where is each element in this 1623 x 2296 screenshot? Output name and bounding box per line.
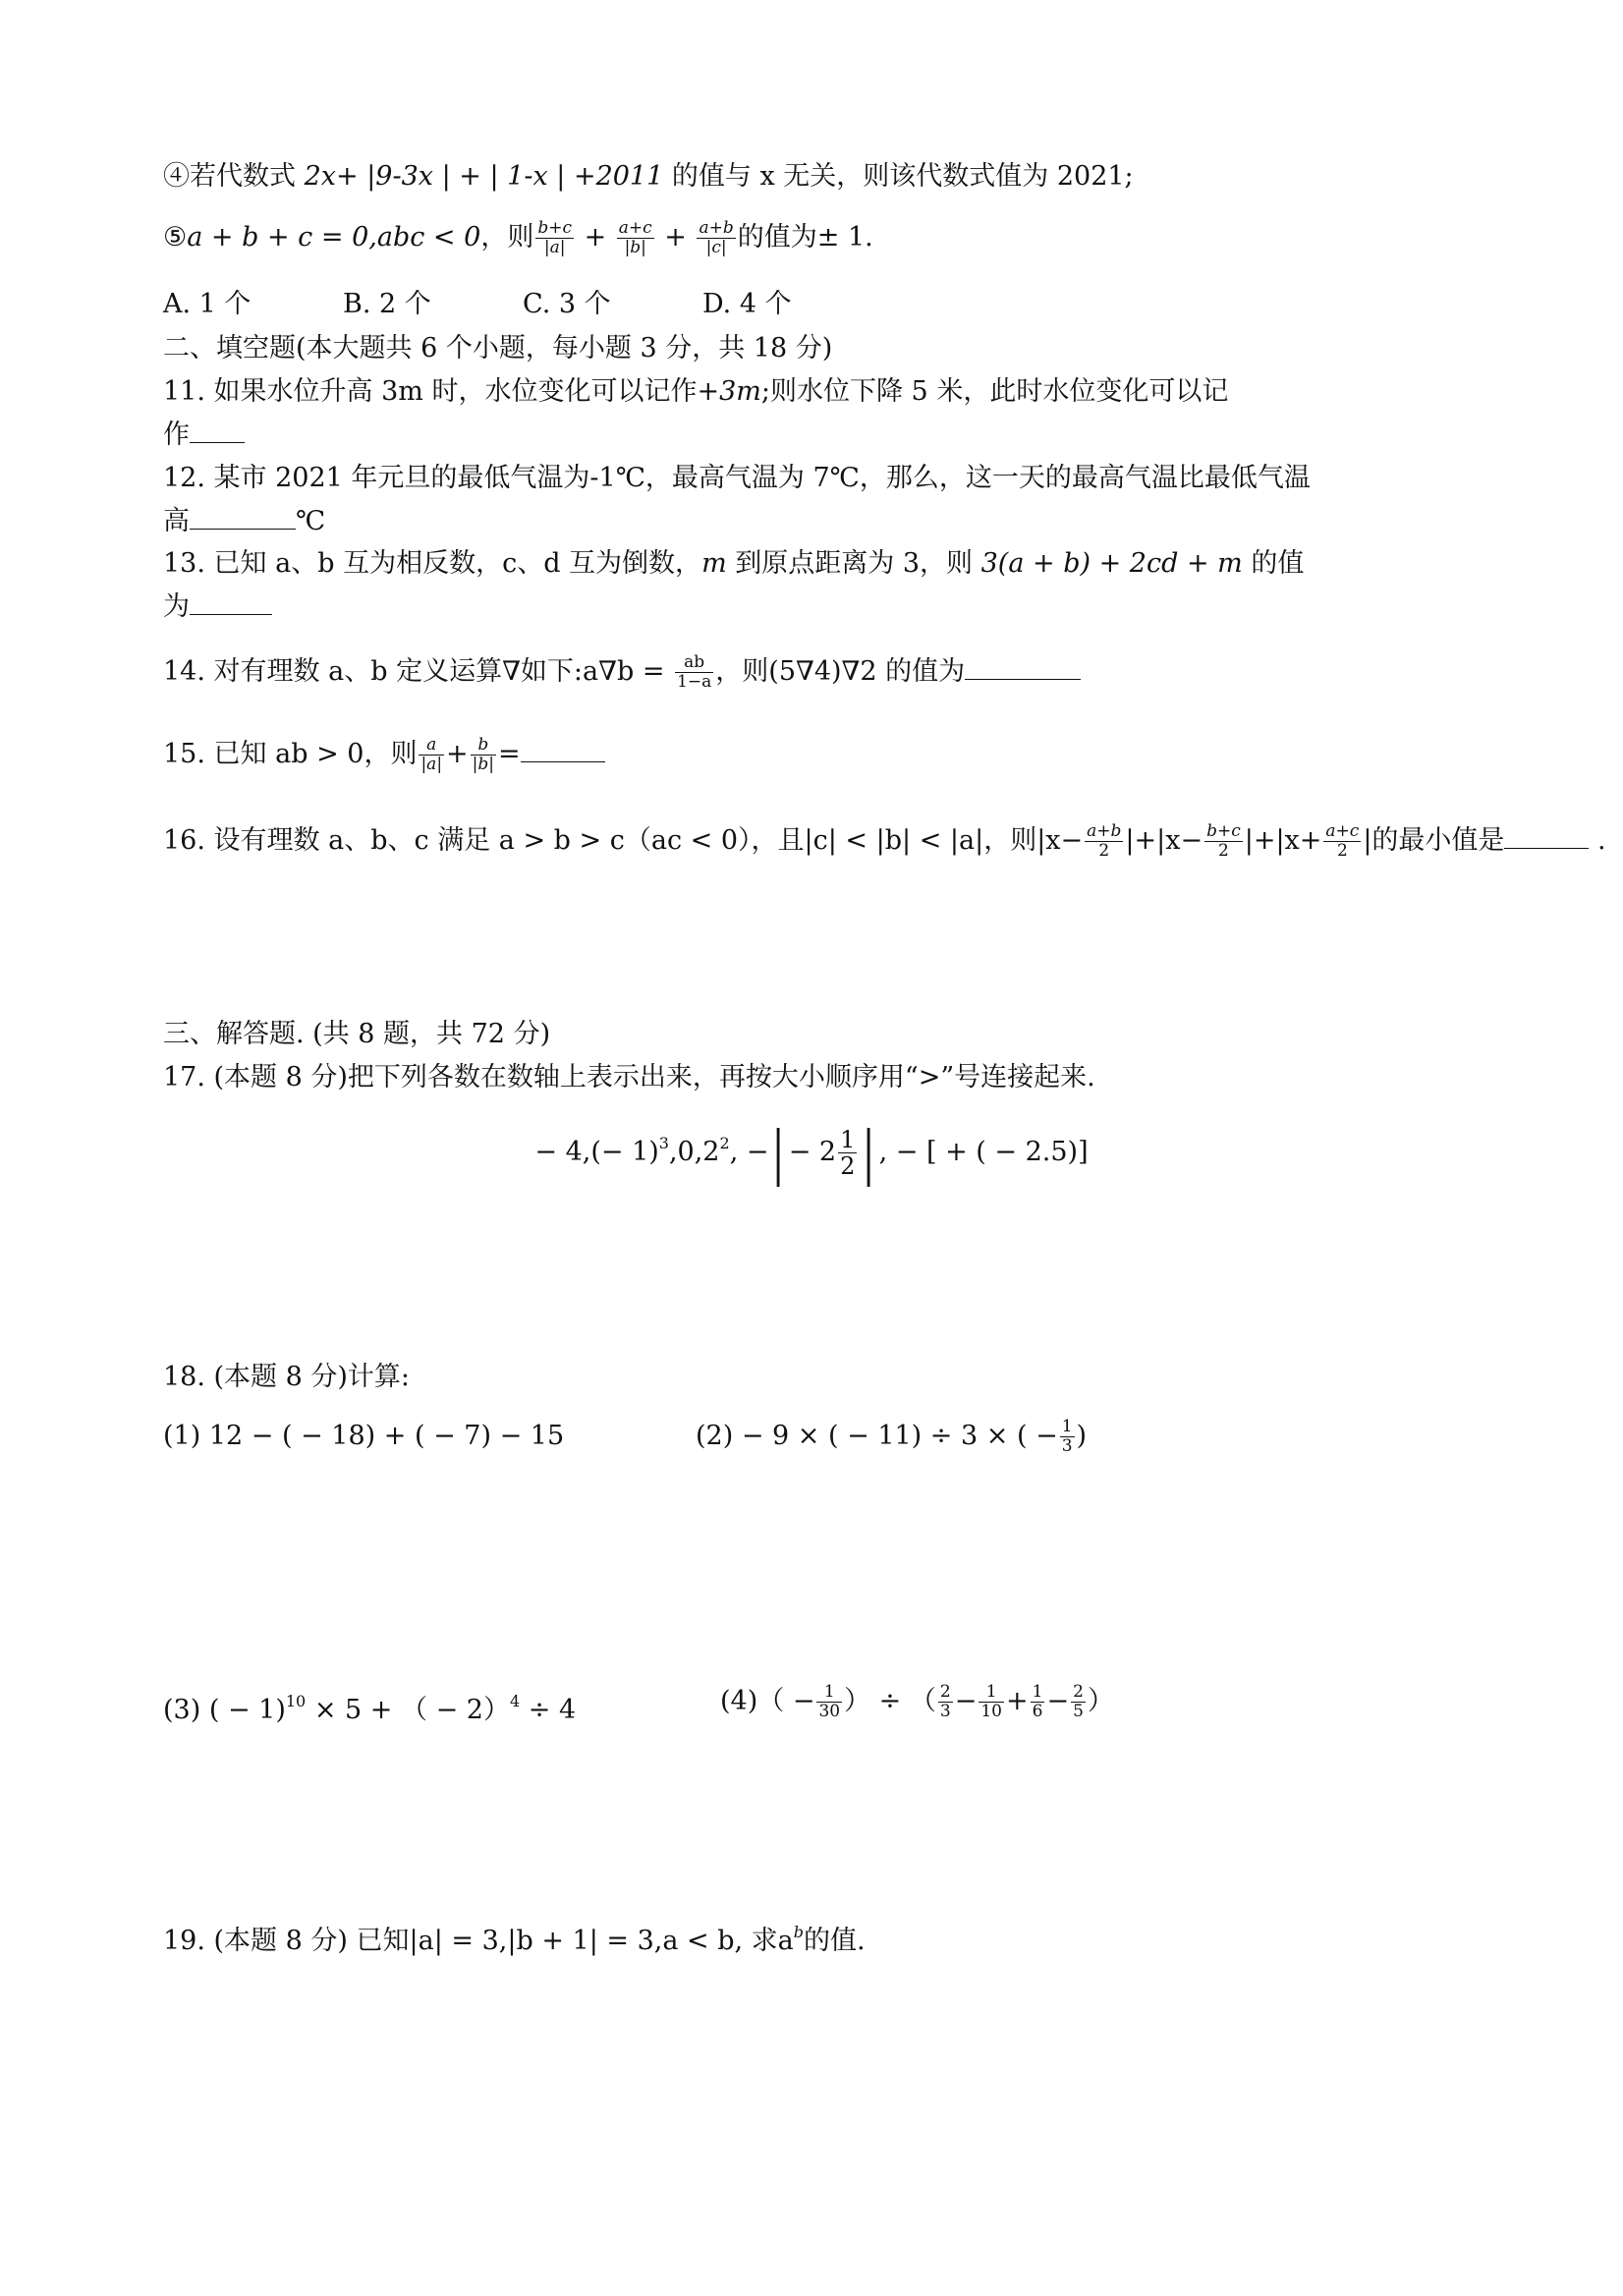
section-title: 二、填空题(本大题共 6 个小题，每小题 3 分，共 18 分): [163, 333, 833, 364]
text: 高: [163, 506, 190, 536]
marker: ⑤: [163, 222, 188, 252]
denominator: 3: [1061, 1436, 1073, 1456]
numerator: 1: [1061, 1417, 1073, 1436]
definition: a∇b =: [583, 656, 665, 687]
fraction: [1085, 822, 1123, 861]
question-17-numbers: [0, 1114, 1623, 1188]
question-11-line-2: [163, 419, 245, 452]
denominator: 3: [939, 1702, 951, 1721]
denominator: 6: [1032, 1702, 1043, 1721]
operator: −: [1046, 1686, 1070, 1716]
text: 为: [163, 591, 190, 622]
denominator: 2: [1098, 841, 1110, 861]
text: 的值与 x 无关，则该代数式值为 2021;: [663, 161, 1134, 192]
numerator: 1: [816, 1683, 842, 1703]
numerator: a+b: [1087, 821, 1122, 841]
option-d: D. 4 个: [702, 289, 792, 319]
fraction: [697, 219, 735, 257]
text: ℃: [296, 506, 326, 536]
text: ,0,2: [668, 1137, 720, 1167]
denominator: 2: [1336, 841, 1348, 861]
marker: ④: [163, 161, 190, 192]
fraction: [816, 1683, 842, 1721]
denominator: |b|: [472, 755, 495, 774]
numerator: 1: [1032, 1682, 1043, 1702]
question-18-part-4: [720, 1680, 1114, 1723]
operator: =: [498, 739, 521, 769]
fraction: [938, 1683, 953, 1721]
numerator: ab: [675, 653, 713, 673]
answer-blank[interactable]: [190, 590, 272, 615]
numerator: b: [471, 736, 496, 756]
exponent: b: [793, 1923, 805, 1941]
statement-5: ⑤a + b + c = 0,abc < 0，则 $\frac{b+c}{|a|}$ + $\frac{a+c}{|b|}$ + $\frac{a+b}{|c|}$ 的值为± 1.: [163, 218, 873, 257]
question-18-part-2: [696, 1415, 1087, 1458]
numerator: 2: [939, 1682, 951, 1702]
text: 到原点距离为 3，则: [726, 548, 981, 579]
text: ;则水位下降 5 米，此时水位变化可以记: [760, 376, 1229, 407]
question-12-line-2: [163, 505, 325, 538]
denominator: |a|: [420, 755, 443, 774]
question-15: [163, 733, 605, 776]
numerator: a+c: [1325, 821, 1360, 841]
expression: 3(a + b) + 2cd + m: [980, 548, 1243, 579]
text: ，则(5∇4)∇2 的值为: [715, 656, 966, 687]
numerator: a+b: [699, 218, 734, 238]
text: (4)（ −: [720, 1686, 815, 1716]
question-13-line-2: [163, 590, 272, 624]
text: 的值.: [804, 1926, 866, 1956]
denominator: |c|: [705, 238, 727, 257]
denominator: 2: [1217, 841, 1229, 861]
text: ÷ 4: [520, 1695, 577, 1725]
text: 13. 已知 a、b 互为相反数，c、d 互为倒数，: [163, 548, 702, 579]
text: |+|x+: [1244, 825, 1322, 856]
variable: m: [701, 548, 727, 579]
fraction: [1060, 1418, 1075, 1456]
numerator: b+c: [1206, 821, 1241, 841]
expression: +3m: [697, 376, 761, 407]
exponent: 10: [285, 1692, 307, 1710]
fraction: [1031, 1683, 1045, 1721]
option-b: B. 2 个: [343, 289, 431, 319]
text: |+|x−: [1125, 825, 1203, 856]
text: 作: [163, 420, 190, 450]
numerator: a+c: [618, 218, 652, 238]
numerator: 1: [840, 1126, 856, 1153]
operator: −: [954, 1686, 978, 1716]
text: 19. (本题 8 分) 已知|a| = 3,|b + 1| = 3,a < b, 求a: [163, 1926, 794, 1956]
text: − 4,(− 1): [534, 1137, 659, 1167]
text: ，则: [480, 222, 534, 252]
options-row: [163, 288, 792, 321]
question-18-title: 18. (本题 8 分)计算:: [163, 1362, 411, 1392]
denominator: 30: [818, 1702, 841, 1721]
condition: a + b + c = 0,abc < 0: [187, 222, 481, 252]
question-13-line-1: [163, 547, 1304, 581]
text: |的最小值是: [1363, 825, 1505, 856]
fraction: [979, 1683, 1004, 1721]
text: .: [1597, 825, 1606, 856]
answer-blank[interactable]: [1504, 824, 1589, 849]
statement-4: [163, 160, 1134, 194]
operator: +: [1005, 1686, 1029, 1716]
fraction: [419, 736, 444, 774]
option-c: C. 3 个: [523, 289, 611, 319]
question-18-part-1: (1) 12 − ( − 18) + ( − 7) − 15: [163, 1421, 565, 1451]
numerator: 2: [1073, 1682, 1084, 1702]
fraction: [675, 653, 713, 692]
text: 若代数式: [190, 161, 305, 192]
fraction: [1204, 822, 1243, 861]
text: 15. 已知 ab > 0，则: [163, 739, 418, 769]
answer-blank[interactable]: [190, 505, 296, 530]
question-16: [163, 819, 1606, 863]
text: 16. 设有理数 a、b、c 满足 a > b > c（ac < 0），且|c| < |b| < |a|，则|x−: [163, 825, 1084, 856]
option-a: A. 1 个: [163, 289, 252, 319]
denominator: |a|: [543, 238, 566, 257]
expression: 2x+ |9-3x | + | 1-x | +2011: [304, 161, 664, 192]
question-11-line-1: [163, 375, 1228, 409]
text: 11. 如果水位升高 3m 时，水位变化可以记作: [163, 376, 698, 407]
numerator: a: [419, 736, 444, 756]
text: 14. 对有理数 a、b 定义运算∇如下:: [163, 656, 584, 687]
abs-bar-left: |: [772, 1118, 785, 1188]
text: − 2: [788, 1137, 837, 1167]
denominator: |b|: [624, 238, 646, 257]
answer-blank[interactable]: [965, 655, 1081, 680]
exponent: 4: [509, 1692, 521, 1710]
operator: +: [446, 739, 469, 769]
fraction: [1323, 822, 1361, 861]
exponent: 3: [658, 1134, 669, 1152]
answer-blank[interactable]: [521, 738, 605, 762]
text: (3) ( − 1): [163, 1695, 286, 1725]
text: ）: [1087, 1686, 1114, 1716]
text: 的值: [1242, 548, 1305, 579]
fraction: [617, 219, 654, 257]
denominator: 2: [840, 1152, 856, 1180]
text: , − [ + ( − 2.5)]: [878, 1137, 1089, 1167]
question-12-line-1: 12. 某市 2021 年元旦的最低气温为-1℃，最高气温为 7℃，那么，这一天的最高气温比最低气温: [163, 463, 1311, 493]
numerator: 1: [979, 1683, 1004, 1703]
question-18-part-3: [163, 1680, 576, 1732]
question-19: [163, 1916, 866, 1958]
abs-bar-right: |: [863, 1118, 875, 1188]
answer-blank[interactable]: [190, 419, 245, 443]
fraction: [535, 219, 574, 257]
denominator: 5: [1073, 1702, 1084, 1721]
text: 的值为± 1.: [737, 222, 873, 252]
fraction: [1071, 1683, 1086, 1721]
text: × 5 + （ − 2）: [306, 1695, 510, 1725]
denominator: 1−a: [677, 672, 712, 692]
text: ): [1076, 1421, 1088, 1451]
numerator: b+c: [537, 218, 572, 238]
question-14: [163, 650, 1081, 694]
denominator: 10: [980, 1702, 1002, 1721]
text: (2) − 9 × ( − 11) ÷ 3 × ( −: [696, 1421, 1058, 1451]
text: , −: [729, 1137, 769, 1167]
text: ） ÷ （: [844, 1686, 936, 1716]
exponent: 2: [719, 1134, 730, 1152]
section-title: 三、解答题. (共 8 题，共 72 分): [163, 1019, 551, 1049]
fraction: [471, 736, 496, 774]
fraction: [838, 1127, 857, 1179]
question-17: 17. (本题 8 分)把下列各数在数轴上表示出来，再按大小顺序用“>”号连接起来.: [163, 1062, 1095, 1092]
